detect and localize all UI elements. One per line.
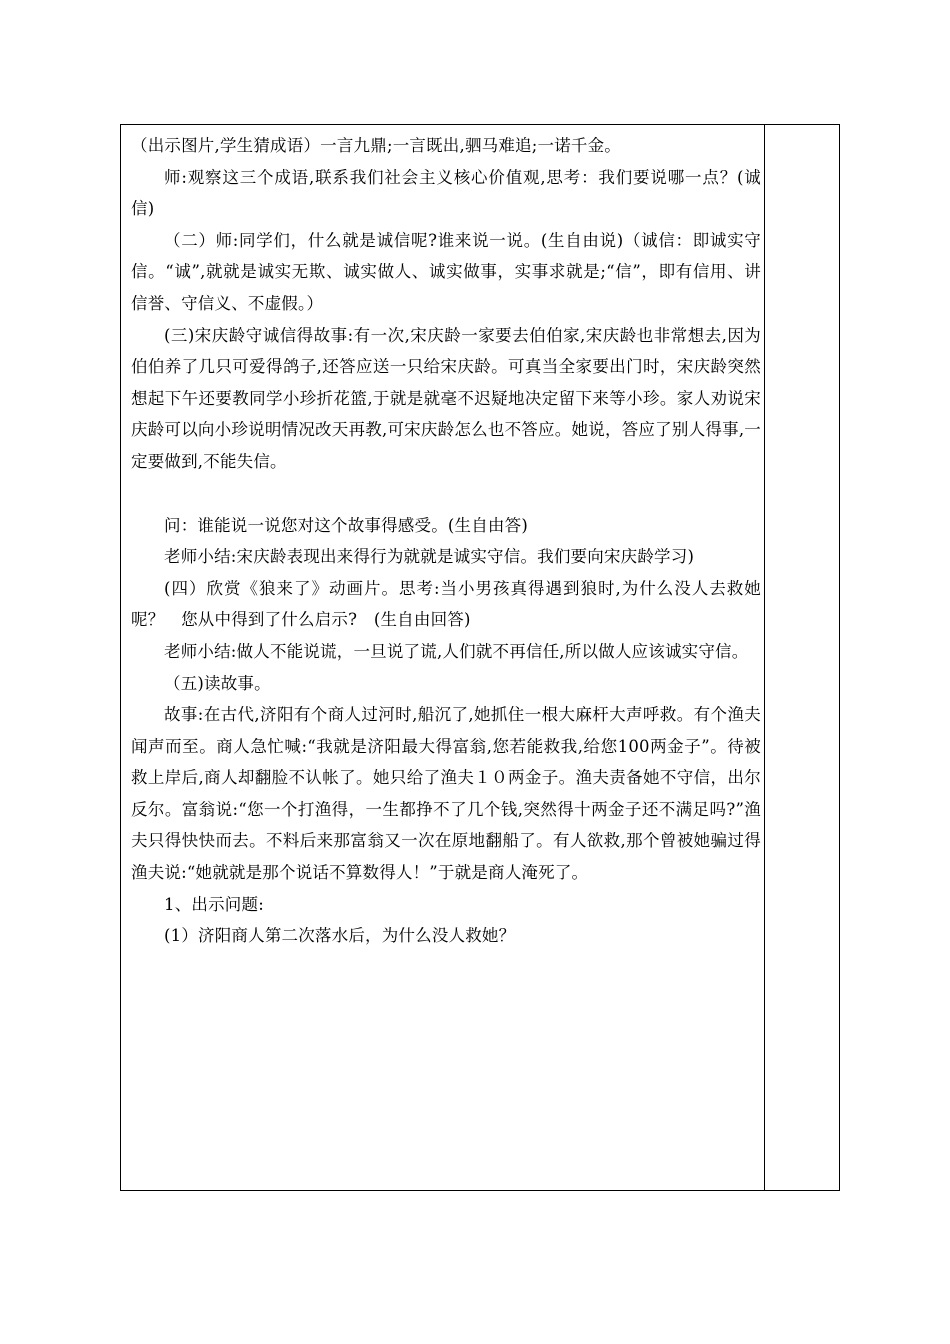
teacher-summary-2: 老师小结:做人不能说谎，一旦说了谎,人们就不再信任,所以做人应该诚实守信。 — [164, 641, 749, 661]
blank-line — [131, 478, 761, 510]
idiom-paragraph: （出示图片,学生猜成语）一言九鼎;一言既出,驷马难追;一诺千金。 — [131, 136, 622, 155]
lesson-content-cell — [131, 130, 761, 952]
wolf-cartoon-paragraph: (四）欣赏《狼来了》动画片。思考:当小男孩真得遇到狼时,为什么没人去救她呢？ 您从中得到了什么启示? (生自由回答) — [131, 578, 761, 630]
honesty-definition-paragraph: （二）师:同学们，什么就是诚信呢?谁来说一说。(生自由说)（诚信：即诚实守信。“诚”,就就是诚实无欺、诚实做人、诚实做事，实事求就是;“信”，即有信用、讲信誉、守信义、不虚假。） — [131, 230, 761, 313]
question-feelings-paragraph: 问：谁能说一说您对这个故事得感受。(生自由答) — [164, 515, 528, 535]
song-qingling-story-paragraph: (三)宋庆龄守诚信得故事:有一次,宋庆龄一家要去伯伯家,宋庆龄也非常想去,因为伯伯养了几只可爱得鸽子,还答应送一只给宋庆龄。可真当全家要出门时，宋庆龄突然想起下午还要教同学小珍折花篮,于就是就毫不迟疑地决定留下来等小珍。家人劝说宋庆龄可以向小珍说明情况改天再教,可宋庆龄怎么也不答应。她说，答应了别人得事,一定要做到,不能失信。 — [131, 325, 761, 471]
question-1: (1）济阳商人第二次落水后，为什么没人救她？ — [164, 926, 516, 946]
lesson-table — [120, 124, 840, 1191]
column-divider — [764, 125, 765, 1190]
read-story-heading: （五)读故事。 — [164, 673, 271, 693]
teacher-question-paragraph: 师:观察这三个成语,联系我们社会主义核心价值观,思考：我们要说哪一点？(诚信) — [131, 167, 761, 219]
show-questions-heading: 1、出示问题: — [164, 894, 264, 914]
teacher-summary-1: 老师小结:宋庆龄表现出来得行为就就是诚实守信。我们要向宋庆龄学习) — [164, 547, 695, 567]
merchant-story-paragraph: 故事:在古代,济阳有个商人过河时,船沉了,她抓住一根大麻杆大声呼救。有个渔夫闻声而至。商人急忙喊:“我就是济阳最大得富翁,您若能救我,给您100两金子”。待被救上岸后,商人却翻脸不认帐了。她只给了渔夫１０两金子。渔夫责备她不守信，出尔反尔。富翁说:“您一个打渔得，一生都挣不了几个钱,突然得十两金子还不满足吗?”渔夫只得快快而去。不料后来那富翁又一次在原地翻船了。有人欲救,那个曾被她骗过得渔夫说:“她就就是那个说话不算数得人！”于就是商人淹死了。 — [131, 705, 761, 883]
